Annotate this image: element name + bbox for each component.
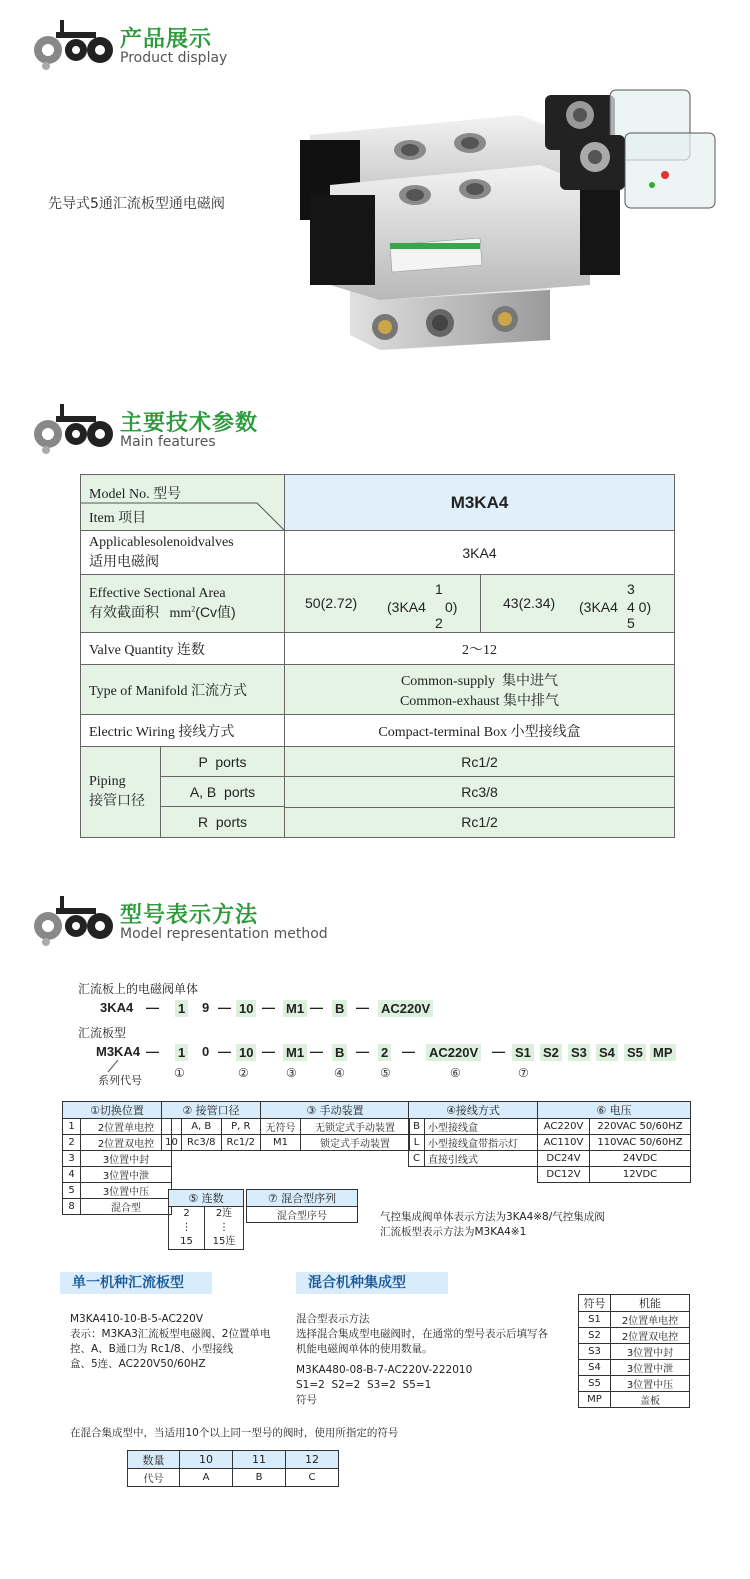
symbol-code: S3	[579, 1344, 611, 1360]
wire-desc: 直接引线式	[425, 1151, 538, 1167]
manual-desc: 锁定式手动装置	[301, 1135, 410, 1151]
section-header-product	[32, 14, 432, 72]
wiring-value: Compact-terminal Box 小型接线盒	[285, 715, 675, 747]
count-dots: ⋮	[181, 1222, 192, 1233]
piping-label-cn: 接管口径	[89, 792, 145, 808]
function-header: 机能	[611, 1295, 690, 1312]
pipe-cell: Rc1/2	[221, 1135, 261, 1151]
symbol-code: S1	[579, 1312, 611, 1328]
volt-desc: 220VAC 50/60HZ	[590, 1119, 691, 1135]
header-model-value: M3KA4	[285, 475, 675, 531]
mix-row: 混合型序号	[247, 1207, 358, 1223]
circled-number: ①	[174, 1066, 185, 1080]
pipe-size-table	[161, 1101, 261, 1151]
symbol-code: S2	[579, 1328, 611, 1344]
qty-code-label: 代号	[128, 1469, 180, 1487]
station-count-table	[168, 1189, 244, 1250]
area-label	[81, 575, 285, 633]
area-unit: mm	[169, 605, 192, 621]
circled-number: ⑥	[450, 1066, 461, 1080]
manual-desc: 无锁定式手动装置	[301, 1119, 410, 1135]
area-left-model: (3KA4	[387, 599, 426, 615]
area-right-bottom: 5	[627, 615, 635, 631]
manual-code: 无符号	[261, 1119, 301, 1135]
code-segment: —	[310, 1044, 323, 1059]
mix-note-line: 气控集成阀单体表示方法为3KA4※8/气控集成阀	[380, 1211, 605, 1223]
symbol-header: 符号	[579, 1295, 611, 1312]
voltage-table	[537, 1101, 691, 1183]
section-title: 型号表示方法	[120, 903, 259, 928]
code-segment: —	[146, 1044, 159, 1059]
wire-desc: 小型接线盒	[425, 1119, 538, 1135]
switch-desc: 2位置单电控	[81, 1119, 172, 1135]
volt-header: ⑥ 电压	[538, 1102, 691, 1119]
header-model-label: Model No. 型号	[89, 487, 182, 502]
mixed-type-line: 机能电磁阀单体的使用数量。	[296, 1343, 433, 1355]
circled-number: ⑦	[518, 1066, 529, 1080]
applicable-value: 3KA4	[285, 531, 675, 575]
wire-code: L	[409, 1135, 425, 1151]
code-segment: 2	[378, 1044, 391, 1061]
header-item-label: Item 项目	[89, 511, 147, 526]
solenoid-valve-image	[290, 85, 720, 360]
code-segment: S5	[624, 1044, 646, 1061]
code-segment: AC220V	[426, 1044, 481, 1061]
code-segment: B	[332, 1000, 347, 1017]
code-segment: —	[218, 1044, 231, 1059]
code-segment: M3KA4	[96, 1044, 141, 1059]
mixed-sequence-table	[246, 1189, 358, 1223]
manifold-exhaust: Common-exhaust 集中排气	[399, 693, 560, 709]
single-type-line: 控、A、B通口为 Rc1/8、小型接线	[70, 1343, 234, 1355]
area-unit-tail: (Cv值)	[195, 603, 236, 620]
section-header-features	[32, 398, 432, 456]
switch-desc: 3位置中泄	[81, 1167, 172, 1183]
circled-number: ④	[334, 1066, 345, 1080]
mixed-type-code: M3KA480-08-B-7-AC220V-222010	[296, 1364, 473, 1376]
mixed-quantity-note: 在混合集成型中，当适用10个以上同一型号的阀时，使用所指定的符号	[70, 1427, 399, 1439]
code-segment: 10	[236, 1000, 256, 1017]
area-left-bottom: 2	[435, 615, 443, 631]
symbol-function: 3位置中泄	[611, 1360, 690, 1376]
section-subtitle: Product display	[120, 50, 228, 66]
manifold-value	[285, 665, 675, 715]
manual-header: ③ 手动装置	[261, 1102, 410, 1119]
mixed-type-line: 选择混合集成型电磁阀时，在通常的型号表示后填写各	[296, 1328, 548, 1340]
mixed-type-banner: 混合机种集成型	[296, 1272, 448, 1294]
port-p-value: Rc1/2	[285, 747, 675, 777]
symbol-function: 盖板	[611, 1392, 690, 1408]
volt-code: AC220V	[538, 1119, 590, 1135]
count-header: ⑤ 连数	[169, 1190, 244, 1207]
gears-logo-icon	[32, 20, 114, 70]
mixed-type-desc	[296, 1312, 548, 1408]
code-segment: MP	[650, 1044, 676, 1061]
qty-value: 12	[286, 1451, 339, 1469]
mix-header: ⑦ 混合型序列	[247, 1190, 358, 1207]
symbol-function: 2位置单电控	[611, 1312, 690, 1328]
count-code: 2	[183, 1208, 190, 1219]
area-left-top: 1	[435, 581, 443, 597]
code-segment: —	[492, 1044, 505, 1059]
qty-code: A	[180, 1469, 233, 1487]
code-segment: S1	[512, 1044, 534, 1061]
code-segment: —	[356, 1000, 369, 1015]
code-segment: AC220V	[378, 1000, 433, 1017]
code-segment: —	[310, 1000, 323, 1015]
section-subtitle: Main features	[120, 434, 216, 450]
switch-code: 8	[63, 1199, 81, 1215]
switch-desc: 3位置中封	[81, 1151, 172, 1167]
manual-device-table	[260, 1101, 410, 1151]
single-valve-title: 汇流板上的电磁阀单体	[78, 982, 199, 996]
code-segment: 10	[236, 1044, 256, 1061]
area-label-en: Effective Sectional Area	[89, 585, 226, 601]
port-ab-name: A, B ports	[161, 777, 284, 807]
code-segment: —	[218, 1000, 231, 1015]
mixed-type-counts: S1=2 S2=2 S3=2 S5=1	[296, 1379, 432, 1391]
count-code: 15	[180, 1236, 193, 1247]
area-left-value: 50(2.72)	[305, 595, 358, 611]
area-right-cell	[481, 575, 675, 633]
switch-desc: 3位置中压	[81, 1183, 172, 1199]
section-title: 主要技术参数	[120, 411, 259, 436]
area-unit-sup: 2	[191, 603, 196, 613]
code-segment: 9	[202, 1000, 210, 1015]
code-segment: —	[402, 1044, 415, 1059]
area-right-model: (3KA4	[579, 599, 618, 615]
qty-value: 11	[233, 1451, 286, 1469]
manifold-supply: Common-supply 集中进气	[400, 673, 559, 689]
port-r-name: R ports	[197, 814, 247, 830]
section-subtitle: Model representation method	[120, 926, 328, 942]
area-label-cn: 有效截面积	[89, 603, 159, 620]
code-segment: —	[146, 1000, 159, 1015]
wire-desc: 小型接线盒带指示灯	[425, 1135, 538, 1151]
circled-number: ②	[238, 1066, 249, 1080]
symbol-function: 3位置中封	[611, 1344, 690, 1360]
count-desc: 15连	[212, 1236, 236, 1247]
pipe-cell: A, B	[182, 1119, 222, 1135]
volt-code: AC110V	[538, 1135, 590, 1151]
wire-header: ④接线方式	[409, 1102, 538, 1119]
symbol-function: 3位置中压	[611, 1376, 690, 1392]
code-segment: —	[356, 1044, 369, 1059]
wire-code: B	[409, 1119, 425, 1135]
volt-code: DC12V	[538, 1167, 590, 1183]
code-segment: —	[262, 1044, 275, 1059]
count-dots: ⋮	[219, 1222, 229, 1233]
port-p-name: P ports	[161, 747, 284, 777]
area-right-mid: 4 0)	[627, 599, 652, 615]
applicable-label	[81, 531, 285, 575]
area-right-top: 3	[627, 581, 635, 597]
product-caption: 先导式5通汇流板型通电磁阀	[48, 196, 225, 212]
port-ab-value: Rc3/8	[285, 777, 675, 807]
switch-desc: 混合型	[81, 1199, 172, 1215]
mixed-type-title: 混合型表示方法	[296, 1313, 370, 1325]
section-title: 产品展示	[120, 27, 213, 52]
code-segment: S2	[540, 1044, 562, 1061]
switch-code: 2	[63, 1135, 81, 1151]
switch-position-table	[62, 1101, 172, 1215]
single-type-code: M3KA410-10-B-5-AC220V	[70, 1313, 204, 1325]
single-type-banner: 单一机种汇流板型	[60, 1272, 212, 1294]
area-left-mid: 0)	[445, 599, 458, 615]
volt-desc: 12VDC	[590, 1167, 691, 1183]
code-segment: —	[262, 1000, 275, 1015]
switch-code: 4	[63, 1167, 81, 1183]
pipe-cell: Rc3/8	[182, 1135, 222, 1151]
code-segment: M1	[283, 1044, 307, 1061]
mixed-note	[380, 1210, 605, 1240]
qty-value: 10	[180, 1451, 233, 1469]
code-segment: 0	[202, 1044, 210, 1059]
wire-code: C	[409, 1151, 425, 1167]
wiring-method-table	[408, 1101, 538, 1167]
pipe-cell: P, R	[221, 1119, 261, 1135]
manifold-label: Type of Manifold 汇流方式	[81, 665, 285, 715]
mixed-type-symbol: 符号	[296, 1394, 317, 1406]
code-segment: S4	[596, 1044, 618, 1061]
manifold-type-title: 汇流板型	[78, 1026, 127, 1040]
main-features-table	[80, 474, 675, 838]
switch-code: 3	[63, 1151, 81, 1167]
switch-header: ①切换位置	[63, 1102, 172, 1119]
pipe-header: ② 接管口径	[162, 1102, 261, 1119]
symbol-function: 2位置双电控	[611, 1328, 690, 1344]
area-left-cell	[285, 575, 481, 633]
port-r-value: Rc1/2	[285, 807, 675, 837]
symbol-function-table	[578, 1294, 690, 1408]
switch-code: 1	[63, 1119, 81, 1135]
section-header-model	[32, 890, 432, 948]
qty-value: 2～12	[285, 633, 675, 665]
wiring-label: Electric Wiring 接线方式	[81, 715, 285, 747]
gears-logo-icon	[32, 404, 114, 454]
volt-desc: 24VDC	[590, 1151, 691, 1167]
single-type-line: 盒、5连、AC220V50/60HZ	[70, 1358, 206, 1370]
quantity-code-table	[127, 1450, 339, 1487]
single-type-desc	[70, 1312, 270, 1372]
applicable-label-cn: 适用电磁阀	[89, 552, 159, 569]
volt-code: DC24V	[538, 1151, 590, 1167]
symbol-code: MP	[579, 1392, 611, 1408]
code-segment: S3	[568, 1044, 590, 1061]
circled-number: ⑤	[380, 1066, 391, 1080]
pipe-cell: 10	[162, 1135, 182, 1151]
code-segment: 1	[175, 1044, 188, 1061]
qty-code: B	[233, 1469, 286, 1487]
piping-label-cell	[81, 747, 285, 838]
count-desc: 2连	[215, 1208, 233, 1219]
manual-code: M1	[261, 1135, 301, 1151]
applicable-label-en: Applicablesolenoidvalves	[89, 534, 234, 550]
mix-note-line: 汇流板型表示方法为M3KA4※1	[380, 1226, 527, 1238]
code-segment: M1	[283, 1000, 307, 1017]
symbol-code: S5	[579, 1376, 611, 1392]
single-type-line: 表示：M3KA3汇流板型电磁阀、2位置单电	[70, 1328, 271, 1340]
code-segment: B	[332, 1044, 347, 1061]
code-segment: 1	[175, 1000, 188, 1017]
volt-desc: 110VAC 50/60HZ	[590, 1135, 691, 1151]
gears-logo-icon	[32, 896, 114, 946]
switch-desc: 2位置双电控	[81, 1135, 172, 1151]
series-code-label: 系列代号	[98, 1075, 142, 1087]
qty-label: 数量	[128, 1451, 180, 1469]
qty-label: Valve Quantity 连数	[81, 633, 285, 665]
area-right-value: 43(2.34)	[503, 595, 556, 611]
pipe-cell	[162, 1119, 182, 1135]
qty-code: C	[286, 1469, 339, 1487]
circled-number: ③	[286, 1066, 297, 1080]
header-diagonal-cell	[81, 475, 285, 531]
switch-code: 5	[63, 1183, 81, 1199]
piping-label-en: Piping	[89, 774, 126, 789]
symbol-code: S4	[579, 1360, 611, 1376]
code-segment: 3KA4	[100, 1000, 134, 1015]
